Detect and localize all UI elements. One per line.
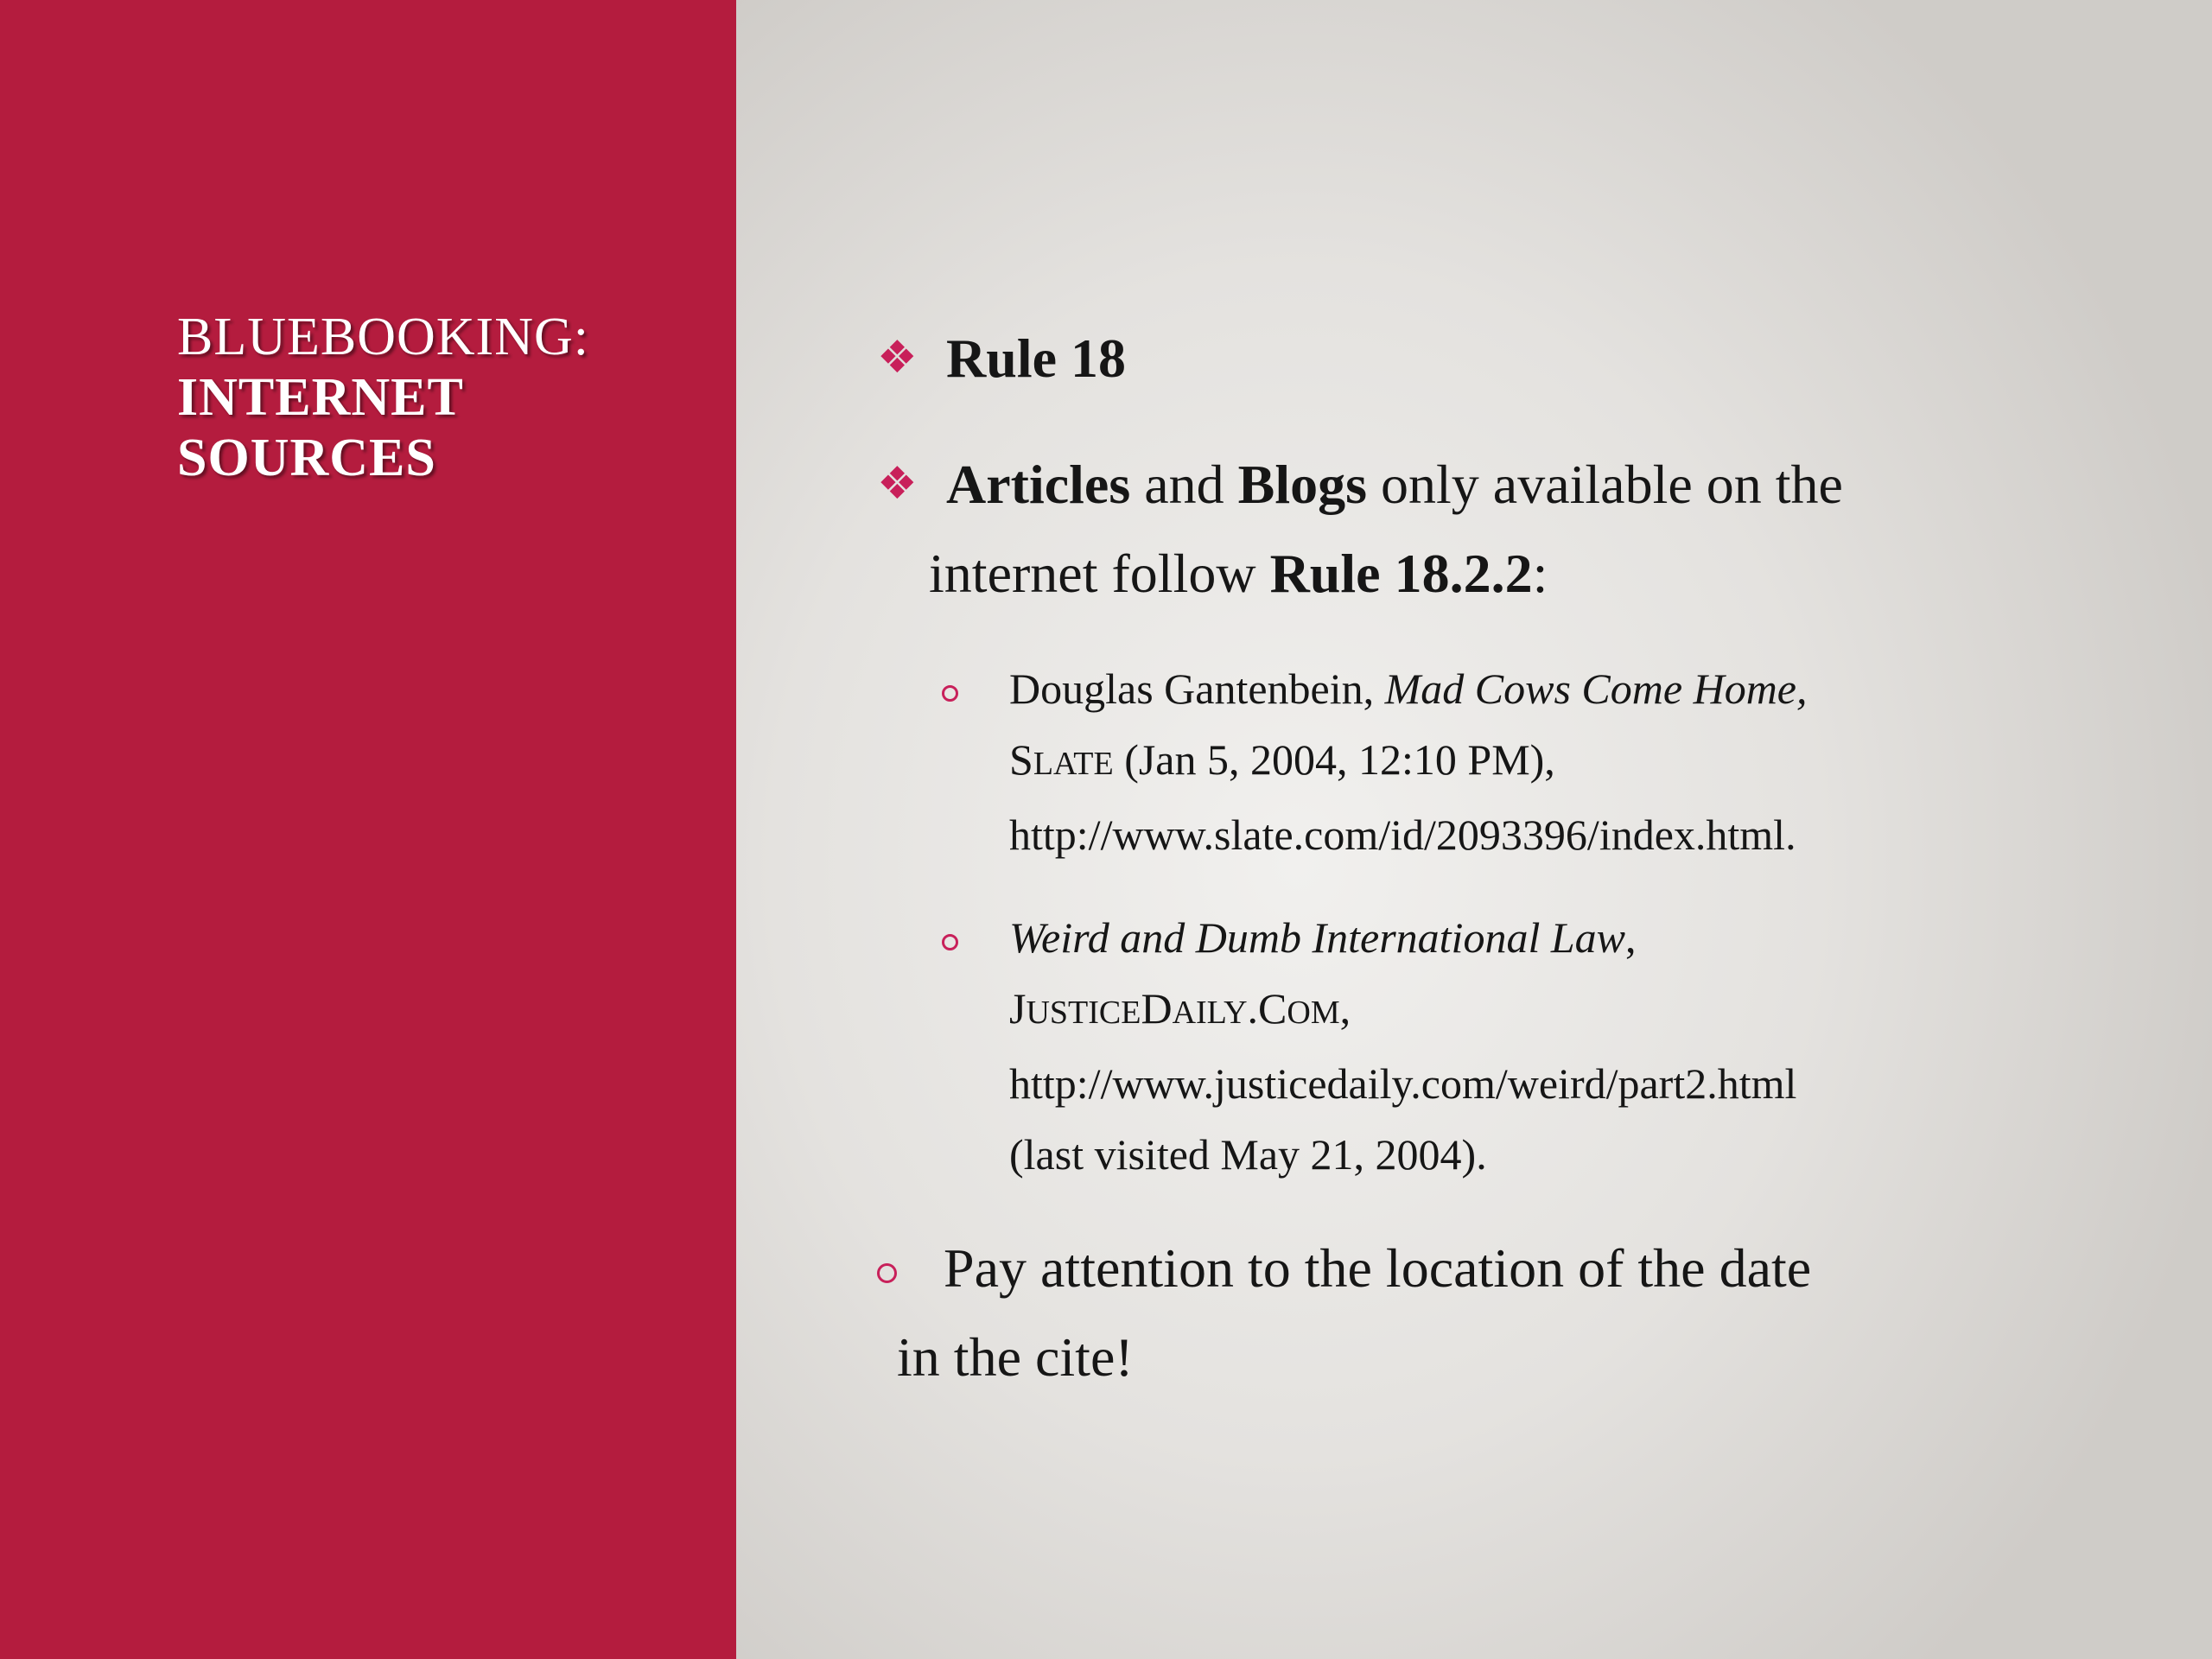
title-line-3: SOURCES xyxy=(177,429,436,487)
title-line-2: INTERNET xyxy=(177,368,464,427)
url-justicedaily: http://www.justicedaily.com/weird/part2.html xyxy=(1009,1059,1797,1108)
ring-bullet-icon xyxy=(942,685,958,702)
content-area: ❖ Rule 18 ❖ Articles and Blogs only available on the internet follow Rule 18.2.2: Douglas Gantenbein, Mad Cows Come Home, SLATE (Jan 5, 2004, 12:10 PM), http://www.slate.com/id/2093396/index.html. Weird and Dumb International Law, JUSTICEDAILY.COM, http://www.justicedaily.com/weird/part2.html (last visited May 21, 2004). Pay attention to the location of the date in the cite! xyxy=(877,327,1843,1388)
articles-text: Articles xyxy=(946,454,1131,515)
url-slate: http://www.slate.com/id/2093396/index.html. xyxy=(1009,810,1796,859)
blogs-text: Blogs xyxy=(1237,454,1367,515)
rule-ref-text: Rule 18.2.2 xyxy=(1269,543,1533,604)
ring-bullet-icon xyxy=(877,1263,897,1283)
diamond-bullet-icon: ❖ xyxy=(877,332,918,384)
title-line-1: BLUEBOOKING: xyxy=(177,308,589,366)
diamond-bullet-icon: ❖ xyxy=(877,458,918,510)
ring-bullet-icon xyxy=(942,934,958,950)
rule-18-text: Rule 18 xyxy=(946,327,1126,389)
